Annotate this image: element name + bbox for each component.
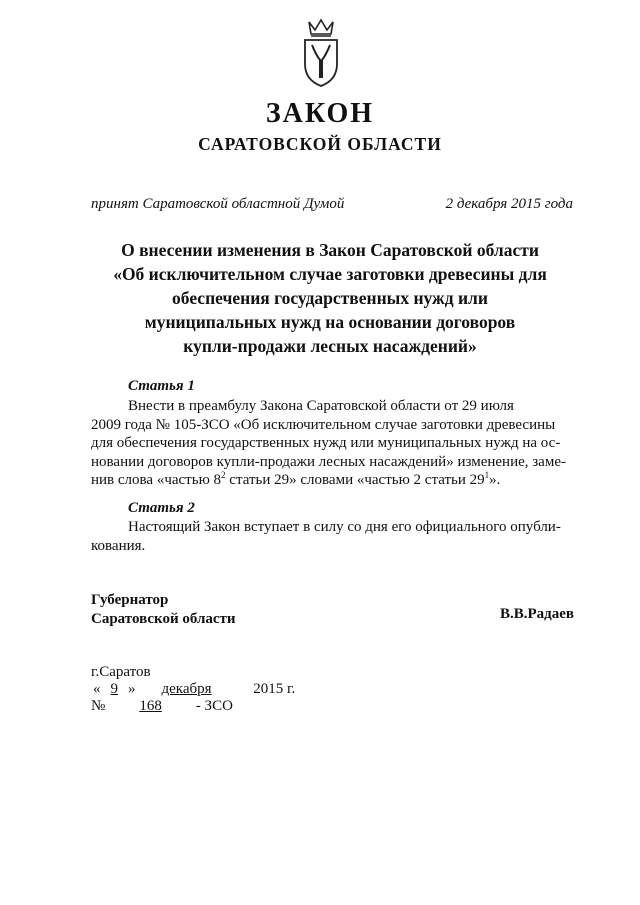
place-date-number: [91, 664, 295, 715]
heading-line: О внесении изменения в Закон Саратовской области: [121, 240, 539, 260]
heading-line: купли-продажи лесных насаждений»: [183, 336, 477, 356]
coat-of-arms-emblem: [299, 18, 343, 88]
text-part: ».: [489, 472, 501, 489]
governor-name: В.В.Радаев: [499, 606, 574, 622]
quote-open: «: [93, 681, 101, 697]
law-heading: [70, 238, 590, 358]
superscript: 1: [484, 470, 490, 481]
article-1-title: Статья 1: [128, 378, 195, 394]
law-number: [91, 698, 295, 715]
article-1-line: новании договоров купли-продажи лесных насаждений» изменение, заме-: [91, 453, 566, 470]
number-suffix: - ЗСО: [195, 698, 233, 714]
article-2-title: Статья 2: [128, 500, 195, 516]
text-part: нив слова «частью 8: [91, 472, 222, 489]
signing-date: [93, 681, 295, 698]
adopted-by: принят Саратовской областной Думой: [91, 196, 345, 212]
number: 168: [139, 698, 162, 714]
document-subtitle: САРАТОВСКОЙ ОБЛАСТИ: [198, 134, 442, 154]
article-1-line: 2009 года № 105-ЗСО «Об исключительном случае заготовки древесины: [91, 416, 556, 433]
article-1-line: для обеспечения государственных нужд или муниципальных нужд на ос-: [91, 435, 561, 452]
governor-position: [91, 591, 236, 629]
article-1-body: [91, 397, 575, 490]
article-2-line: кования.: [91, 537, 146, 554]
number-label: №: [91, 698, 106, 714]
adoption-date: 2 декабря 2015 года: [445, 196, 573, 212]
superscript: 2: [221, 470, 226, 481]
document-title: ЗАКОН: [265, 98, 375, 129]
year: 2015 г.: [253, 681, 296, 697]
position-line: Саратовской области: [91, 611, 236, 627]
article-1-line: Внести в преамбулу Закона Саратовской области от 29 июля: [128, 398, 514, 414]
text-part: статьи 29» словами «частью 2 статьи 29: [225, 472, 485, 489]
month: декабря: [161, 681, 212, 697]
article-1-line: [91, 471, 575, 490]
article-2-line: Настоящий Закон вступает в силу со дня его официального опубли-: [128, 519, 561, 535]
heading-line: обеспечения государственных нужд или: [172, 288, 488, 308]
city: г.Саратов: [91, 664, 151, 680]
heading-line: муниципальных нужд на основании договоров: [144, 312, 516, 332]
quote-close: »: [128, 681, 136, 697]
heading-line: «Об исключительном случае заготовки древесины для: [113, 264, 547, 284]
position-line: Губернатор: [91, 592, 169, 608]
day: 9: [110, 681, 118, 697]
article-2-body: [91, 518, 575, 555]
